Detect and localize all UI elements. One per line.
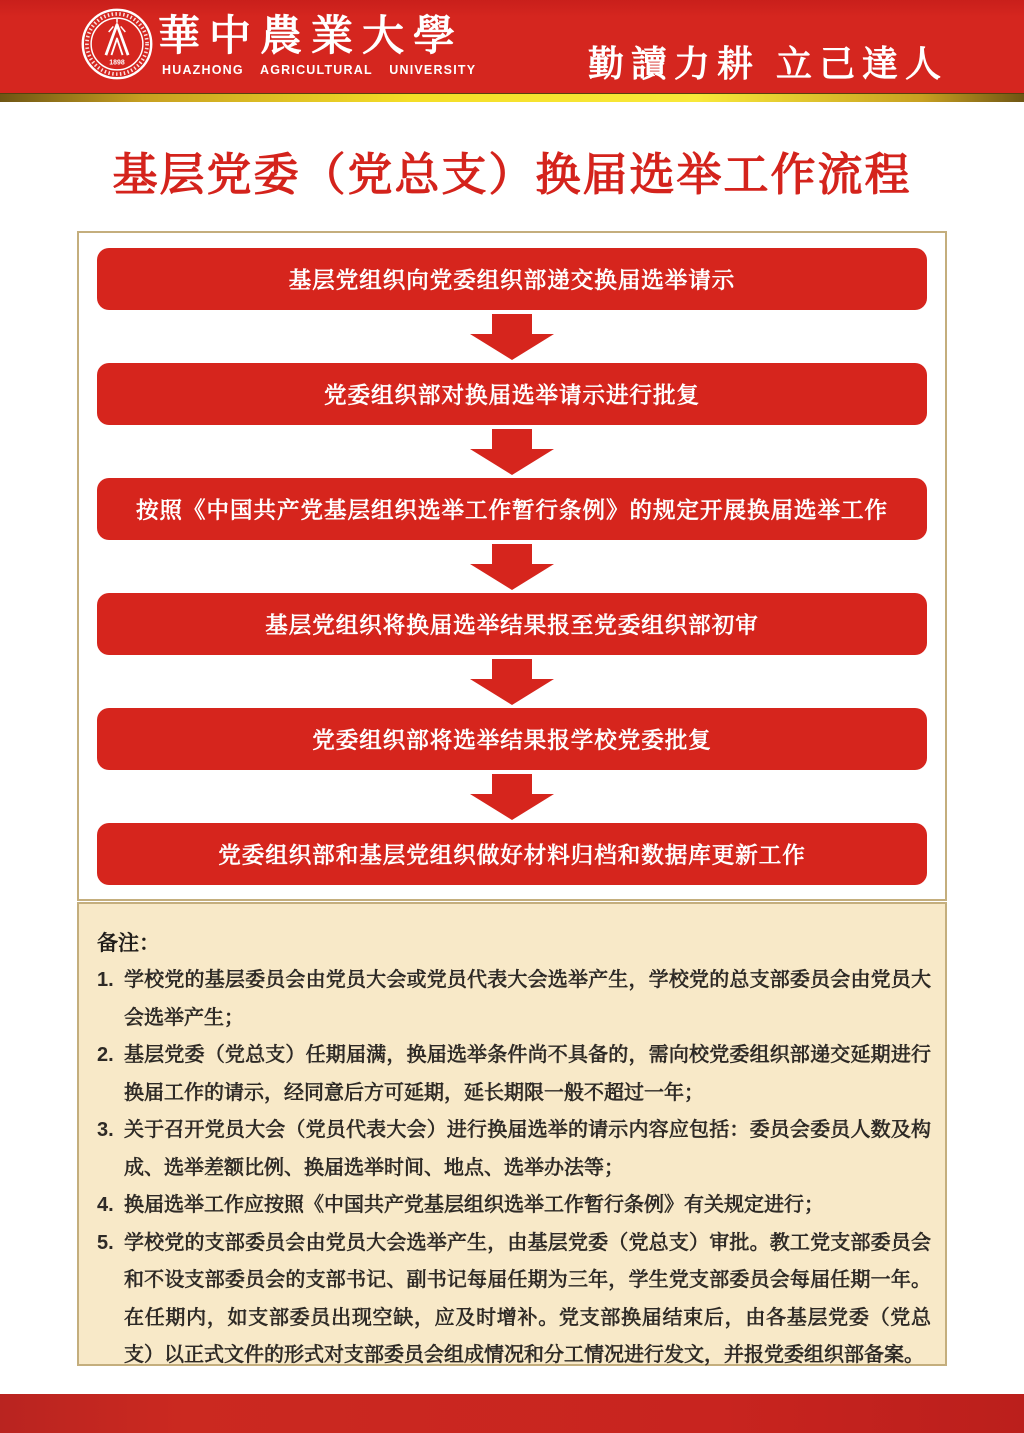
- note-text: 换届选举工作应按照《中国共产党基层组织选举工作暂行条例》有关规定进行；: [124, 1194, 824, 1216]
- note-text: 学校党的基层委员会由党员大会或党员代表大会选举产生，学校党的总支部委员会由党员大会选举产生；: [124, 969, 931, 1029]
- down-arrow-icon: [470, 544, 554, 590]
- flow-step-2: 党委组织部对换届选举请示进行批复: [97, 363, 927, 425]
- down-arrow-icon: [470, 774, 554, 820]
- down-arrow-icon: [470, 314, 554, 360]
- note-number: 2.: [97, 1044, 114, 1066]
- university-name-block: [158, 12, 476, 77]
- flow-arrow-row: [97, 425, 927, 478]
- seal-year: 1898: [109, 59, 125, 67]
- note-number: 1.: [97, 969, 114, 991]
- notes-panel: [77, 902, 947, 1366]
- flow-step-3: 按照《中国共产党基层组织选举工作暂行条例》的规定开展换届选举工作: [97, 478, 927, 540]
- note-item-1: [97, 962, 931, 1037]
- university-name-zh: 華中農業大學: [158, 14, 465, 60]
- note-item-2: [97, 1037, 931, 1112]
- flow-step-1: 基层党组织向党委组织部递交换届选举请示: [97, 248, 927, 310]
- header-banner: [0, 0, 1024, 93]
- flow-arrow-row: [97, 540, 927, 593]
- page-title: 基层党委（党总支）换届选举工作流程: [112, 149, 912, 200]
- down-arrow-icon: [470, 429, 554, 475]
- note-number: 3.: [97, 1119, 114, 1141]
- university-name-en: HUAZHONG AGRICULTURAL UNIVERSITY: [162, 63, 477, 77]
- note-number: 5.: [97, 1231, 114, 1254]
- note-number: 4.: [97, 1194, 114, 1216]
- notes-heading: 备注：: [97, 932, 160, 955]
- down-arrow-icon: [470, 659, 554, 705]
- footer-bar: [0, 1394, 1024, 1433]
- flow-arrow-row: [97, 310, 927, 363]
- note-text: 关于召开党员大会（党员代表大会）进行换届选举的请示内容应包括：委员会委员人数及构成、选举差额比例、换届选举时间、地点、选举办法等；: [124, 1119, 931, 1179]
- university-logo: [80, 7, 154, 81]
- note-item-5: [97, 1225, 931, 1375]
- note-item-4: [97, 1187, 931, 1225]
- university-motto: 勤讀力耕 立己達人: [587, 44, 948, 84]
- note-text: 学校党的支部委员会由党员大会选举产生，由基层党委（党总支）审批。教工党支部委员会和不设支部委员会的支部书记、副书记每届任期为三年，学生党支部委员会每届任期一年。在任期内，如支部委员出现空缺，应及时增补。党支部换届结束后，由各基层党委（党总支）以正式文件的形式对支部委员会组成情况和分工情况进行发文，并报党委组织部备案。: [124, 1231, 931, 1366]
- note-item-3: [97, 1112, 931, 1187]
- gold-divider: [0, 93, 1024, 102]
- flow-step-4: 基层党组织将换届选举结果报至党委组织部初审: [97, 593, 927, 655]
- flow-step-6: 党委组织部和基层党组织做好材料归档和数据库更新工作: [97, 823, 927, 885]
- note-text: 基层党委（党总支）任期届满，换届选举条件尚不具备的，需向校党委组织部递交延期进行换届工作的请示，经同意后方可延期，延长期限一般不超过一年；: [124, 1044, 931, 1104]
- flow-step-5: 党委组织部将选举结果报学校党委批复: [97, 708, 927, 770]
- flowchart-panel: [77, 231, 947, 901]
- university-seal-icon: [80, 7, 154, 81]
- flow-arrow-row: [97, 655, 927, 708]
- flow-arrow-row: [97, 770, 927, 823]
